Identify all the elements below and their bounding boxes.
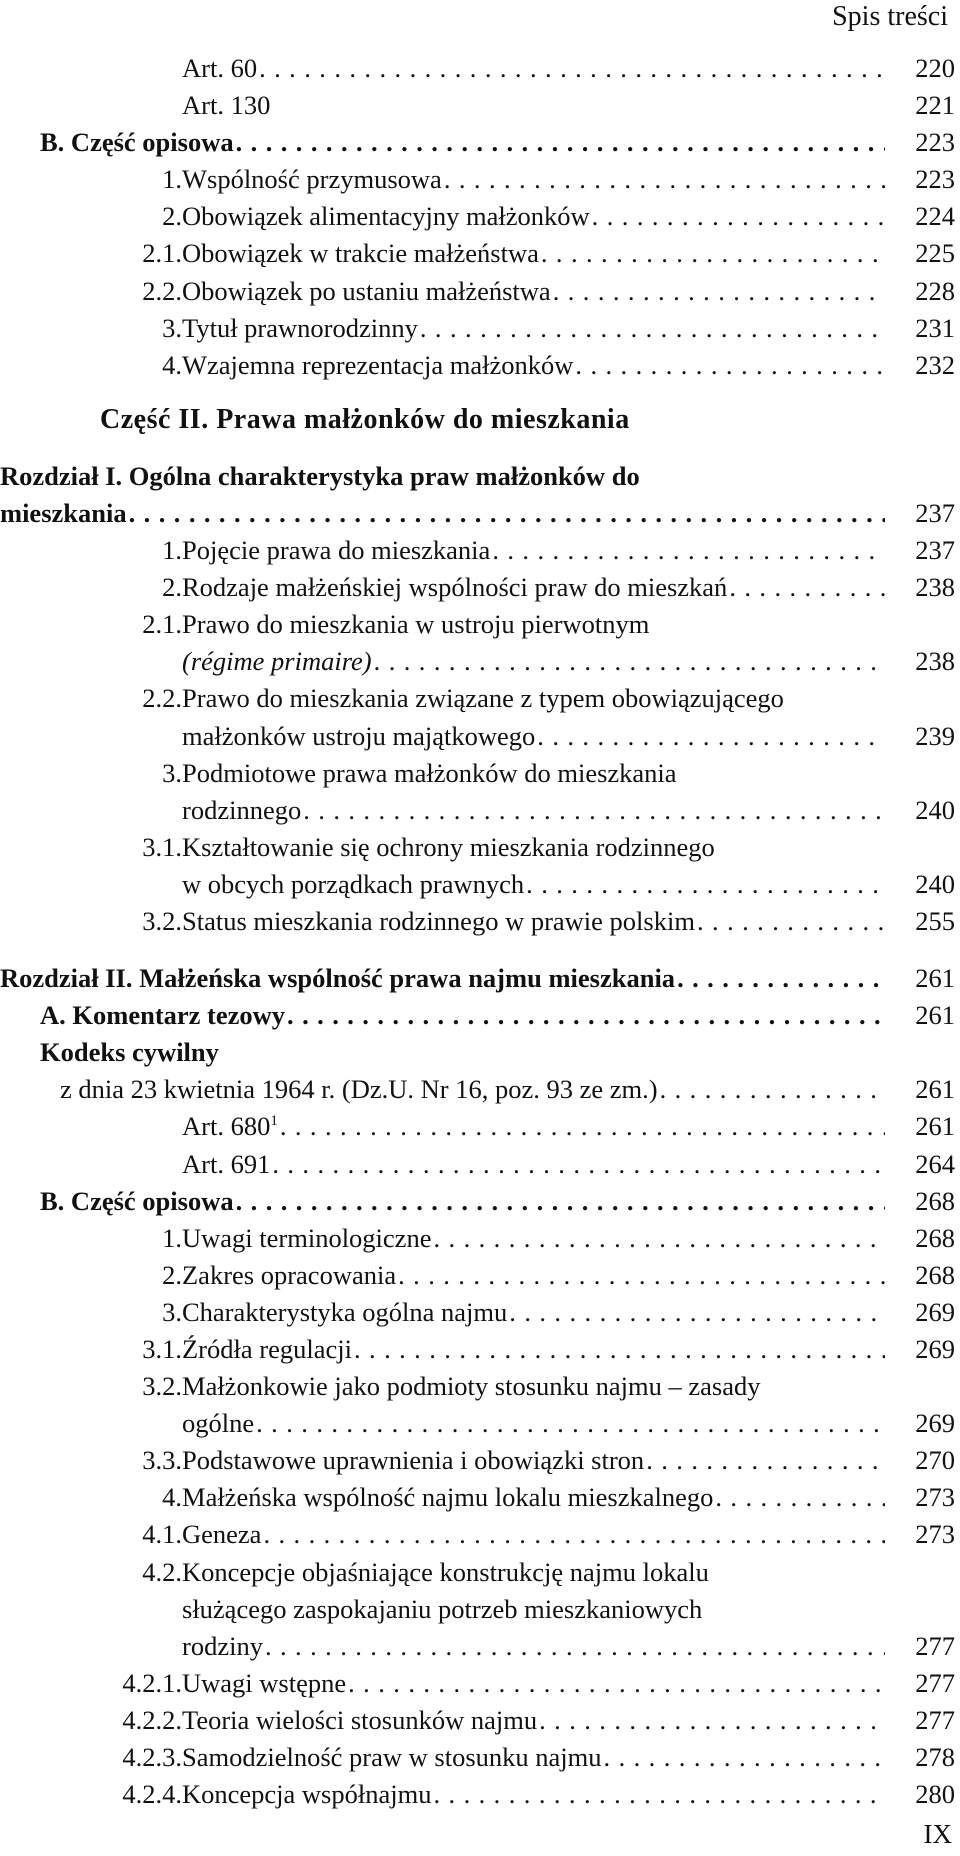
toc-entry-number: 3.1. bbox=[142, 831, 182, 862]
toc-entry-page: 269 bbox=[915, 1296, 955, 1327]
toc-entry bbox=[40, 1739, 955, 1776]
toc-entry-page: 239 bbox=[915, 720, 955, 751]
toc-entry-title: Tytuł prawnorodzinny bbox=[182, 312, 418, 343]
toc-entry-page: 268 bbox=[915, 1185, 955, 1216]
toc-entry-page: 237 bbox=[915, 497, 955, 528]
toc-entry bbox=[40, 1071, 955, 1108]
toc-entry-page: 240 bbox=[915, 868, 955, 899]
toc-entry-title: mieszkania bbox=[0, 497, 127, 528]
toc-entry-title: Małżonkowie jako podmioty stosunku najmu – zasady bbox=[182, 1371, 761, 1402]
toc-entry bbox=[40, 1776, 955, 1813]
toc-entry-page: 277 bbox=[915, 1667, 955, 1698]
toc-entry-title: Źródła regulacji bbox=[182, 1334, 352, 1364]
toc-entry-page: 278 bbox=[915, 1742, 955, 1773]
toc-entry-title: Teoria wielości stosunków najmu bbox=[182, 1704, 538, 1735]
toc-entry-title: Wzajemna reprezentacja małżonków bbox=[182, 349, 574, 380]
toc-entry bbox=[40, 1554, 955, 1591]
toc-entry-number: 3.3. bbox=[142, 1445, 182, 1476]
toc-entry-page: 240 bbox=[915, 794, 955, 825]
toc-entry-page: 223 bbox=[915, 164, 955, 195]
toc-entry-number: 4.2. bbox=[142, 1556, 182, 1587]
toc-entry-title: Art. 60 bbox=[182, 53, 258, 83]
toc-entry-number: 2. bbox=[162, 1259, 182, 1290]
toc-entry-page: 268 bbox=[915, 1259, 955, 1290]
toc-entry-title: Art. $680^1$ bbox=[182, 1111, 278, 1142]
part-heading-text: Część II. Prawa małżonków do mieszkania bbox=[100, 403, 630, 435]
toc-entry bbox=[40, 1146, 955, 1183]
toc-entry-title: Podstawowe uprawnienia i obowiązki stron bbox=[182, 1445, 645, 1476]
toc-entry-number: 4.1. bbox=[142, 1519, 182, 1550]
toc-entry-title: (régime primaire) bbox=[182, 646, 372, 677]
toc-entry-page: 277 bbox=[915, 1704, 955, 1735]
toc-entry bbox=[0, 495, 955, 532]
toc-entry bbox=[40, 124, 955, 161]
toc-entry-number: 4. bbox=[162, 1482, 182, 1513]
toc-entry bbox=[40, 1702, 955, 1739]
toc-entry-title: służącego zaspokajaniu potrzeb mieszkaniowych bbox=[182, 1593, 703, 1624]
toc-entry-page: 221 bbox=[915, 90, 955, 121]
toc-entry bbox=[40, 829, 955, 866]
toc-entry bbox=[40, 1257, 955, 1294]
toc-entry-title: małżonków ustroju majątkowego bbox=[182, 720, 536, 751]
toc-entry bbox=[40, 235, 955, 272]
toc-entry bbox=[40, 866, 955, 903]
toc-entry-number: 1. bbox=[162, 535, 182, 566]
toc-entry bbox=[40, 310, 955, 347]
toc-entry bbox=[40, 1405, 955, 1442]
toc-entry bbox=[40, 1442, 955, 1479]
toc-entry-number: 2.2. bbox=[142, 275, 182, 306]
toc-entry-title: ogólne bbox=[182, 1408, 255, 1439]
toc-entry-title: Małżeńska wspólność najmu lokalu mieszkalnego bbox=[182, 1482, 714, 1513]
toc-entry-title: Obowiązek alimentacyjny małżonków bbox=[182, 201, 590, 232]
toc-entry-title: Geneza bbox=[182, 1519, 262, 1550]
toc-entry-title: Art. 130 bbox=[182, 90, 271, 121]
toc-entry bbox=[40, 1331, 955, 1368]
toc-entry-title: Charakterystyka ogólna najmu bbox=[182, 1296, 508, 1327]
toc-entry-page: 268 bbox=[915, 1222, 955, 1253]
toc-entry-title: A. Komentarz tezowy bbox=[40, 1000, 286, 1031]
toc-entry bbox=[40, 997, 955, 1034]
toc-entry bbox=[40, 1034, 955, 1071]
toc-entry-title: B. Część opisowa bbox=[40, 1185, 234, 1216]
toc-entry bbox=[40, 273, 955, 310]
toc-entry bbox=[40, 347, 955, 384]
toc-entry-title: Podmiotowe prawa małżonków do mieszkania bbox=[182, 757, 677, 788]
toc-entry-title: Kształtowanie się ochrony mieszkania rodzinnego bbox=[182, 831, 715, 862]
toc-entry-title: Koncepcje objaśniające konstrukcję najmu lokalu bbox=[182, 1556, 709, 1587]
toc-entry-page: 273 bbox=[915, 1519, 955, 1550]
toc-entry-title: Samodzielność praw w stosunku najmu bbox=[182, 1742, 602, 1773]
toc-entry-number: 4.2.4. bbox=[122, 1779, 182, 1810]
toc-entry-title: Obowiązek w trakcie małżeństwa bbox=[182, 238, 539, 269]
toc-entry-number: 3. bbox=[162, 312, 182, 343]
running-head: Spis treści bbox=[832, 1, 948, 32]
toc-entry-title: Status mieszkania rodzinnego w prawie polskim bbox=[182, 905, 695, 936]
toc-entry bbox=[40, 1591, 955, 1628]
toc-entry-title: rodziny bbox=[182, 1630, 263, 1661]
toc-entry bbox=[0, 960, 955, 997]
toc-entry-title: Pojęcie prawa do mieszkania bbox=[182, 535, 491, 566]
toc-entry-page: 231 bbox=[915, 312, 955, 343]
toc-entry-title: Rozdział II. Małżeńska wspólność prawa najmu mieszkania bbox=[0, 963, 676, 994]
toc-entry bbox=[40, 50, 955, 87]
toc-entry-title: Rozdział I. Ogólna charakterystyka praw małżonków do bbox=[0, 460, 640, 491]
toc-entry-page: 225 bbox=[915, 238, 955, 269]
toc-entry-number: 2. bbox=[162, 572, 182, 603]
toc-entry-number: 3.2. bbox=[142, 905, 182, 936]
toc-entry bbox=[40, 903, 955, 940]
toc-entry bbox=[40, 1294, 955, 1331]
toc-entry-number: 2. bbox=[162, 201, 182, 232]
page-folio: IX bbox=[923, 1819, 952, 1849]
toc-entry bbox=[40, 569, 955, 606]
toc-entry-page: 261 bbox=[915, 1111, 955, 1142]
toc-entry-number: 3.2. bbox=[142, 1371, 182, 1402]
toc-entry-number: 1. bbox=[162, 1222, 182, 1253]
toc-block-chapter-i bbox=[0, 458, 955, 940]
table-of-contents bbox=[0, 50, 955, 1813]
toc-entry-page: 232 bbox=[915, 349, 955, 380]
toc-entry bbox=[40, 1479, 955, 1516]
toc-entry-page: 261 bbox=[915, 963, 955, 994]
toc-entry-title: z dnia 23 kwietnia 1964 r. (Dz.U. Nr 16, poz. 93 ze zm.) bbox=[60, 1074, 658, 1105]
toc-entry-superscript: 1 bbox=[270, 1113, 278, 1130]
toc-entry bbox=[40, 198, 955, 235]
toc-entry bbox=[40, 1108, 955, 1145]
toc-entry bbox=[40, 1183, 955, 1220]
toc-entry-page: 270 bbox=[915, 1445, 955, 1476]
toc-entry bbox=[40, 1516, 955, 1553]
toc-entry-page: 224 bbox=[915, 201, 955, 232]
toc-entry-page: 280 bbox=[915, 1779, 955, 1810]
toc-entry bbox=[40, 161, 955, 198]
toc-entry-number: 3. bbox=[162, 757, 182, 788]
toc-entry-page: 269 bbox=[915, 1408, 955, 1439]
toc-entry-page: 277 bbox=[915, 1630, 955, 1661]
toc-entry-title: Obowiązek po ustaniu małżeństwa bbox=[182, 275, 551, 306]
toc-entry bbox=[0, 458, 955, 495]
toc-entry bbox=[40, 643, 955, 680]
toc-block-part-i-end bbox=[40, 50, 955, 384]
toc-entry bbox=[40, 680, 955, 717]
toc-entry-title: w obcych porządkach prawnych bbox=[182, 868, 525, 899]
toc-entry-number: 2.2. bbox=[142, 683, 182, 714]
toc-entry-page: 264 bbox=[915, 1148, 955, 1179]
toc-entry-page: 238 bbox=[915, 646, 955, 677]
toc-block-chapter-ii bbox=[0, 960, 955, 1813]
toc-entry-title: Prawo do mieszkania w ustroju pierwotnym bbox=[182, 609, 650, 640]
toc-entry-number: 4. bbox=[162, 349, 182, 380]
toc-entry-title: Koncepcja współnajmu bbox=[182, 1779, 432, 1810]
toc-entry-title: Prawo do mieszkania związane z typem obowiązującego bbox=[182, 683, 784, 714]
toc-entry bbox=[40, 606, 955, 643]
toc-entry-number: 2.1. bbox=[142, 609, 182, 640]
toc-entry-title: B. Część opisowa bbox=[40, 127, 234, 158]
toc-entry-title: Uwagi wstępne bbox=[182, 1667, 347, 1698]
toc-entry-title: Rodzaje małżeńskiej wspólności praw do mieszkań bbox=[182, 572, 728, 603]
toc-entry bbox=[40, 1220, 955, 1257]
toc-entry-number: 4.2.3. bbox=[122, 1742, 182, 1773]
toc-entry-title: rodzinnego bbox=[182, 794, 302, 825]
toc-entry bbox=[40, 718, 955, 755]
toc-entry-page: 269 bbox=[915, 1334, 955, 1364]
toc-entry-number: 4.2.1. bbox=[122, 1667, 182, 1698]
toc-entry-title: Wspólność przymusowa bbox=[182, 164, 442, 195]
toc-entry-page: 223 bbox=[915, 127, 955, 158]
toc-entry-page: 238 bbox=[915, 572, 955, 603]
toc-entry-page: 220 bbox=[915, 53, 955, 83]
toc-entry-title: Uwagi terminologiczne bbox=[182, 1222, 432, 1253]
toc-entry-page: 228 bbox=[915, 275, 955, 306]
toc-entry-page: 255 bbox=[915, 905, 955, 936]
toc-entry bbox=[40, 532, 955, 569]
part-heading bbox=[40, 384, 955, 458]
toc-entry bbox=[40, 755, 955, 792]
toc-entry-number: 3. bbox=[162, 1296, 182, 1327]
toc-entry-page: 261 bbox=[915, 1074, 955, 1105]
toc-entry bbox=[40, 792, 955, 829]
toc-entry-page: 237 bbox=[915, 535, 955, 566]
toc-entry bbox=[40, 1628, 955, 1665]
toc-entry-number: 2.1. bbox=[142, 238, 182, 269]
toc-entry-number: 1. bbox=[162, 164, 182, 195]
toc-entry-number: 3.1. bbox=[142, 1334, 182, 1364]
toc-entry bbox=[40, 1665, 955, 1702]
toc-entry-number: 4.2.2. bbox=[122, 1704, 182, 1735]
toc-entry-title: Zakres opracowania bbox=[182, 1259, 397, 1290]
toc-entry-title: Kodeks cywilny bbox=[40, 1037, 219, 1068]
toc-entry-page: 273 bbox=[915, 1482, 955, 1513]
toc-entry bbox=[40, 1368, 955, 1405]
toc-entry-page: 261 bbox=[915, 1000, 955, 1031]
toc-entry-title: Art. 691 bbox=[182, 1148, 271, 1179]
toc-entry bbox=[40, 87, 955, 124]
